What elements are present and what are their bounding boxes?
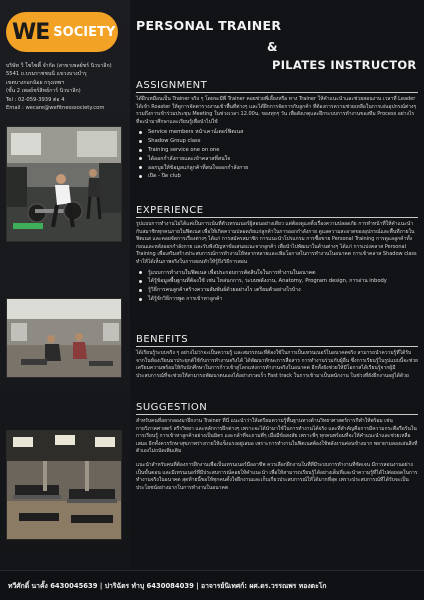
page-title-amp: & — [267, 40, 278, 54]
experience-paragraph: รูปแบบการทำงานไม่ได้แค่เป็นการเน้นที่ตัวเทรนเนอร์ผู้สอนอย่างเดียว แต่ต้องดูแลทั้งเรื่องความปลอดภัย การทำหน้าที่ให้คำแนะนำกับสมาชิกทุกคนภายในฟิตเนส เพื่อให้เกิดความปลอดภัยแก่ลูกค้าในการออกกำลังกาย ดูแลความสะอาดของอุปกรณ์และพื้นที่ภายในฟิตเนส และคอยจัดการเรื่องต่างๆ ได้แก่ การสมัครสมาชิก การแนะนำโปรแกรม การซื้อขาย Personal Training การดูแลลูกค้าทั้งก่อนและหลังออกกำลังกาย และรับฟังปัญหาข้อเสนอแนะจากลูกค้า เพื่อนำไปพัฒนาในด้านต่างๆ ได้แก่ การแบ่งคลาส Personal Training เพื่อเสริมสร้างประสบการณ์การทำงานให้หลากหลายและเพิ่มโอกาสในการทำงานในอนาคต การเข้าคลาส Shadow class ทำให้ได้เห็นภาพจริงในการสอนทำให้รู้ถึงวิธีการสอน — [136, 221, 417, 265]
list-item: รู้แบบการทำงานในฟิตเนส เพื่อประกอบการตัดสินใจในการทำงานในอนาคต — [136, 269, 418, 278]
assignment-paragraph: ได้ฝึกเหมือนเป็น Trainer จริง ๆ โดยจะมีพี่ Trainer คอยช่วยพี่เลี้ยงหรือ ทาง Trainer ให้คำแนะนำและช่วยสอนงาน เวลาที่ Leader ได้เข้า Roaster ให้ดูการจัดตารางงานเข้าพื้นที่ต่างๆ และได้ฝึกการจัดการกับลูกค้า ที่ต้องการความช่วยเหลือในการเล่นอุปกรณ์ต่างๆ รวมถึงการเข้าร่วมประชุม Meeting ในช่วงเวลา 12.00น. ของทุกๆ วัน เพื่อสังเกตุและฝึกระบบการทำงานของทีม Process อย่างไร ที่จะนำมาศึกษาและเรียนรู้เพื่อนำไปใช้ — [136, 96, 417, 125]
list-item: Shadow Group class — [136, 137, 418, 146]
list-item: รู้วิธีการคนลูกค้าสร้างความสัมพันธ์ด้วยอย่างไร เตรียมตัวอย่างไรบ้าง — [136, 286, 418, 295]
suggestion-paragraph-1: สำหรับคนที่อยากลองมาฝึกงาน Trainer ที่นี่ แนะนำว่าให้เตรียมความรู้พื้นฐานทางด้านวิทยาศาสตร์การกีฬาให้พร้อม เช่น กายวิภาคศาสตร์ สรีรวิทยา และหลักการฝึกต่างๆ เพราะจะได้นำมาใช้ในการทำงานได้จริง และที่สำคัญคือการมีความกระตือรือร้นในการเรียนรู้ การเข้าหาลูกค้าอย่างเป็นมิตร และกล้าที่จะถามพี่ๆ เมื่อมีข้อสงสัย เพราะพี่ๆ ทุกคนพร้อมที่จะให้คำแนะนำและช่วยเหลือเสมอ อีกทั้งควรรักษาสุขภาพร่างกายให้แข็งแรงอยู่เสมอ เพราะการทำงานในฟิตเนสต้องใช้พลังงานค่อนข้างมาก พยายามลองเล่นสิ่งที่ตัวเองไม่ถนัดเพิ่มเติม — [136, 418, 418, 455]
experience-section — [136, 205, 418, 304]
sidebar — [0, 0, 130, 568]
company-line: (ชั้น 2 เพลย์ชร์สิทธ์การ์ นิวบาลิก) — [6, 88, 81, 95]
company-phone: Tel : 02-059-3939 ต่อ 4 — [6, 96, 65, 103]
experience-heading: EXPERIENCE — [136, 205, 418, 218]
benefits-section — [136, 334, 418, 380]
suggestion-heading: SUGGESTION — [136, 402, 418, 415]
company-line: 5541 ถ.บรมราชชนนี แขวงบางบำรุ — [6, 71, 87, 78]
footer-credits: ทวีศักดิ์ นาคั้ง 6430045639 | ปาริฉัตร ทำบุ 6430084039 | อาจารย์นิเทศก์: ผศ.ดร.วรรณพร ทองตะโก — [0, 570, 424, 600]
logo-society-text: SOCIETY — [53, 24, 116, 40]
assignment-heading: ASSIGNMENT — [136, 80, 418, 93]
list-item: เปิด - ปิด club — [136, 172, 418, 181]
list-item: ได้รู้จักวิธีการพูด การเข้าหาลูกค้า — [136, 295, 418, 304]
pilates-room-photo — [6, 430, 122, 540]
company-line: บริษัท วี โซไซตี้ จำกัด (สาขาเพลย์ชร์ นิวบาลิก) — [6, 63, 112, 69]
list-item: Service members หน้าเคาน์เตอร์ฟิตเนส — [136, 128, 418, 137]
benefits-paragraph: ได้เรียนรู้ระบบจริง ๆ อย่างไม่ว่าจะเป็นความรู้ และสมรรถนะที่ต้องใช้ในการเป็นเทรนเนอร์ในอนาคตจริง สามารถนำความรู้ที่ได้รับจากในห้องเรียนมาประยุกต์ใช้กับการทำงานจริงได้ ได้พัฒนาทักษะการสื่อสาร การทำงานร่วมกับผู้อื่น ซึ่งการเรียนรู้ในรูปแบบนี้จะช่วยเตรียมความพร้อมให้กับนักศึกษาในการก้าวเข้าสู่โลกแห่งการทำงานจริงในอนาคต อีกทั้งยังช่วยให้มีโอกาสได้เรียนรู้จากผู้มีประสบการณ์ที่จะช่วยให้สามารถพัฒนาตนเองได้อย่างรวดเร็ว Fast track ในการเข้ามาเป็นพนักงาน ในช่วงที่ยังฝึกงานอยู่ได้ด้วย — [136, 350, 418, 379]
page-title-line2: PILATES INSTRUCTOR — [272, 58, 417, 72]
experience-list — [136, 269, 418, 304]
logo-we-text: WE — [12, 19, 50, 45]
company-email: Email : wecare@wefitnesssociety.com — [6, 105, 105, 112]
list-item: Training service one on one — [136, 146, 418, 155]
company-info — [6, 62, 126, 112]
list-item: ได้รู้ข้อมูลพื้นฐานที่ต้องใช้ เช่น ไหล่นกการ, ระบบพลังงาน, Anatomy, Program design, การอ่าน inbody — [136, 277, 418, 286]
assignment-section — [136, 80, 418, 181]
page-title-line1: PERSONAL TRAINER — [136, 18, 282, 33]
benefits-heading: BENEFITS — [136, 334, 418, 347]
gym-training-photo — [6, 126, 122, 242]
list-item: ได้ออกกำลังกายและเข้าคลาสที่สนใจ — [136, 155, 418, 164]
company-line: เขตบางกอกน้อย กรุงเทพฯ — [6, 79, 65, 86]
studio-class-photo — [6, 298, 122, 378]
list-item: ออกบูธให้ข้อมูลแก่ลูกค้าที่สนใจออกกำลังกาย — [136, 164, 418, 173]
company-logo — [6, 12, 118, 52]
suggestion-paragraph-2: แนะนำสำหรับคนที่ต้องการฝึกงานเพื่อเป็นเทรนเนอร์มืออาชีพ ควรเลือกฝึกงานในที่ที่มีระบบการทำงานที่ชัดเจน มีการสอนงานอย่างเป็นขั้นตอน และมีเทรนเนอร์ที่มีประสบการณ์คอยให้คำแนะนำ เพื่อให้สามารถเรียนรู้ได้อย่างเต็มที่และนำความรู้ที่ได้ไปต่อยอดในการทำงานจริงในอนาคต สุดท้ายนี้ขอให้ทุกคนตั้งใจฝึกงานและเก็บเกี่ยวประสบการณ์ให้ได้มากที่สุด เพราะประสบการณ์ที่ได้รับจะเป็นประโยชน์อย่างมากในการทำงานในอนาคต — [136, 461, 418, 491]
assignment-list — [136, 128, 418, 181]
suggestion-section — [136, 402, 418, 492]
